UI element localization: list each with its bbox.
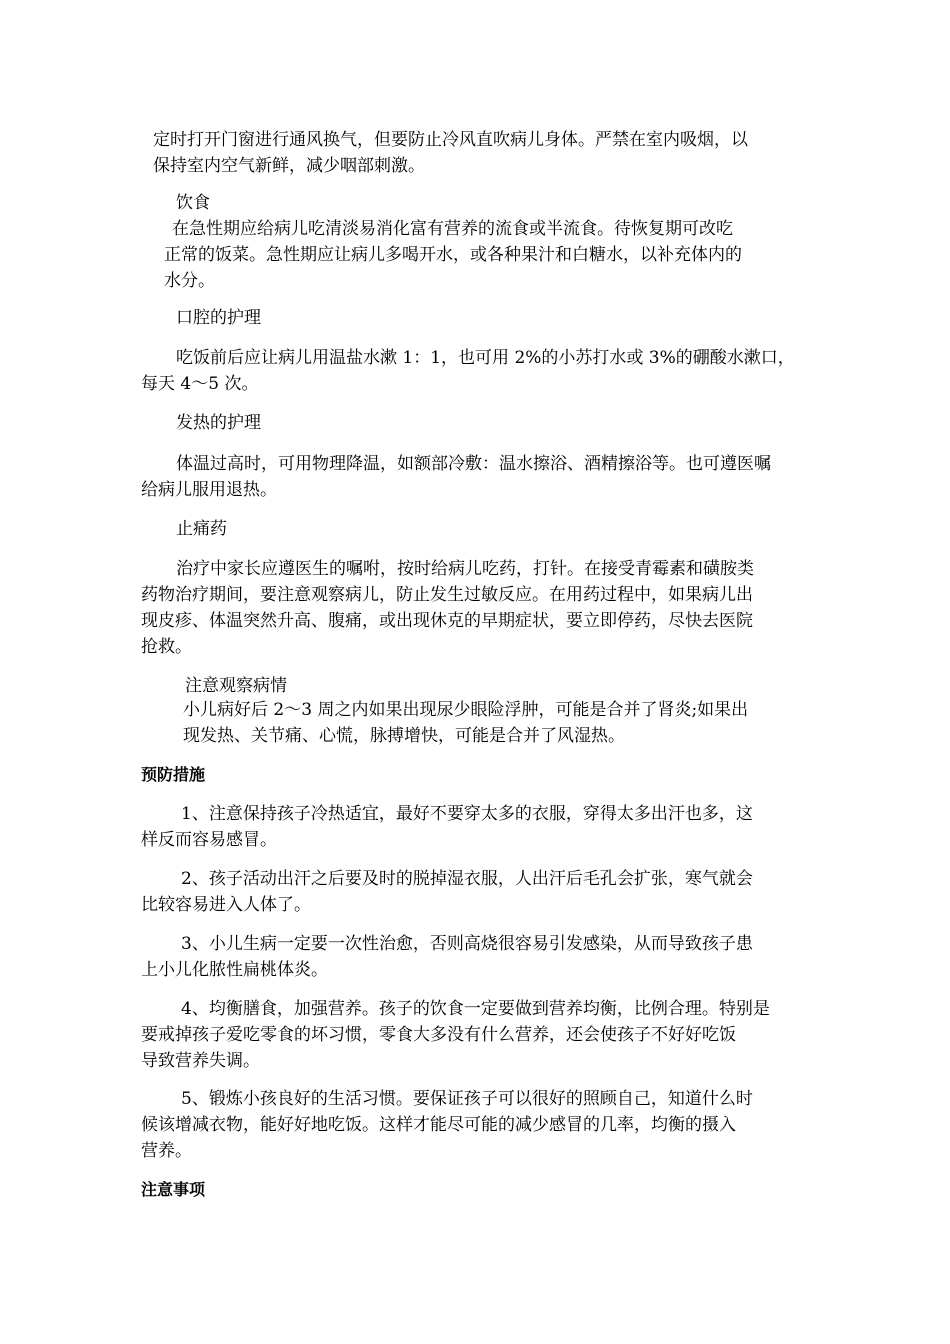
prevention-item-4-line-2: 要戒掉孩子爱吃零食的坏习惯，零食大多没有什么营养，还会使孩子不好好吃饭 bbox=[141, 1025, 736, 1045]
oral-line-1: 吃饭前后应让病儿用温盐水漱 1：1，也可用 2%的小苏打水或 3%的硼酸水漱口， bbox=[176, 348, 795, 368]
fever-paragraph bbox=[141, 451, 771, 503]
painkiller-heading: 止痛药 bbox=[176, 519, 227, 539]
fever-line-1: 体温过高时，可用物理降温，如额部冷敷：温水擦浴、酒精擦浴等。也可遵医嘱 bbox=[176, 454, 771, 474]
ventilation-paragraph bbox=[153, 127, 748, 179]
ventilation-line-2: 保持室内空气新鲜，减少咽部刺激。 bbox=[153, 156, 425, 176]
fever-heading: 发热的护理 bbox=[176, 413, 261, 433]
painkiller-line-3: 现皮疹、体温突然升高、腹痛，或出现休克的早期症状，要立即停药，尽快去医院 bbox=[141, 611, 753, 631]
prevention-item-1-line-1: 1、注意保持孩子冷热适宜，最好不要穿太多的衣服，穿得太多出汗也多，这 bbox=[181, 804, 753, 824]
prevention-item-5-line-1: 5、锻炼小孩良好的生活习惯。要保证孩子可以很好的照顾自己，知道什么时 bbox=[181, 1089, 753, 1109]
prevention-item-2 bbox=[141, 866, 753, 918]
prevention-item-2-line-2: 比较容易进入人体了。 bbox=[141, 895, 311, 915]
diet-paragraph-cont bbox=[164, 242, 742, 294]
prevention-heading: 预防措施 bbox=[141, 765, 206, 784]
diet-heading: 饮食 bbox=[176, 193, 210, 213]
diet-line-1: 在急性期应给病儿吃清淡易消化富有营养的流食或半流食。待恢复期可改吃 bbox=[172, 219, 733, 239]
prevention-item-4-line-1: 4、均衡膳食，加强营养。孩子的饮食一定要做到营养均衡，比例合理。特别是 bbox=[181, 999, 770, 1019]
observe-paragraph bbox=[183, 697, 748, 749]
prevention-item-3 bbox=[141, 931, 753, 983]
painkiller-line-1: 治疗中家长应遵医生的嘱咐，按时给病儿吃药，打针。在接受青霉素和磺胺类 bbox=[176, 559, 754, 579]
observe-heading: 注意观察病情 bbox=[185, 676, 287, 696]
painkiller-line-2: 药物治疗期间，要注意观察病儿，防止发生过敏反应。在用药过程中，如果病儿出 bbox=[141, 585, 753, 605]
oral-heading: 口腔的护理 bbox=[176, 308, 261, 328]
diet-line-2: 正常的饭菜。急性期应让病儿多喝开水，或各种果汁和白糖水，以补充体内的 bbox=[164, 245, 742, 265]
painkiller-paragraph bbox=[141, 556, 754, 660]
prevention-item-1 bbox=[141, 801, 753, 853]
observe-line-1: 小儿病好后 2～3 周之内如果出现尿少眼险浮肿，可能是合并了肾炎;如果出 bbox=[183, 700, 749, 720]
prevention-item-4 bbox=[141, 996, 770, 1074]
fever-line-2: 给病儿服用退热。 bbox=[141, 480, 277, 500]
prevention-item-5 bbox=[141, 1086, 753, 1164]
prevention-item-3-line-1: 3、小儿生病一定要一次性治愈，否则高烧很容易引发感染，从而导致孩子患 bbox=[181, 934, 753, 954]
diet-line-3: 水分。 bbox=[164, 271, 215, 291]
prevention-item-5-line-3: 营养。 bbox=[141, 1141, 192, 1161]
observe-line-2: 现发热、关节痛、心慌，脉搏增快，可能是合并了风湿热。 bbox=[183, 726, 625, 746]
oral-paragraph bbox=[141, 345, 795, 397]
oral-line-2: 每天 4～5 次。 bbox=[141, 374, 259, 394]
prevention-item-4-line-3: 导致营养失调。 bbox=[141, 1051, 260, 1071]
prevention-item-3-line-2: 上小儿化脓性扁桃体炎。 bbox=[141, 960, 328, 980]
prevention-item-5-line-2: 候该增减衣物，能好好地吃饭。这样才能尽可能的减少感冒的几率，均衡的摄入 bbox=[141, 1115, 736, 1135]
prevention-item-1-line-2: 样反而容易感冒。 bbox=[141, 830, 277, 850]
painkiller-line-4: 抢救。 bbox=[141, 637, 192, 657]
diet-paragraph bbox=[172, 216, 733, 242]
prevention-item-2-line-1: 2、孩子活动出汗之后要及时的脱掉湿衣服，人出汗后毛孔会扩张，寒气就会 bbox=[181, 869, 753, 889]
notes-heading: 注意事项 bbox=[141, 1180, 206, 1199]
ventilation-line-1: 定时打开门窗进行通风换气，但要防止冷风直吹病儿身体。严禁在室内吸烟，以 bbox=[153, 130, 748, 150]
